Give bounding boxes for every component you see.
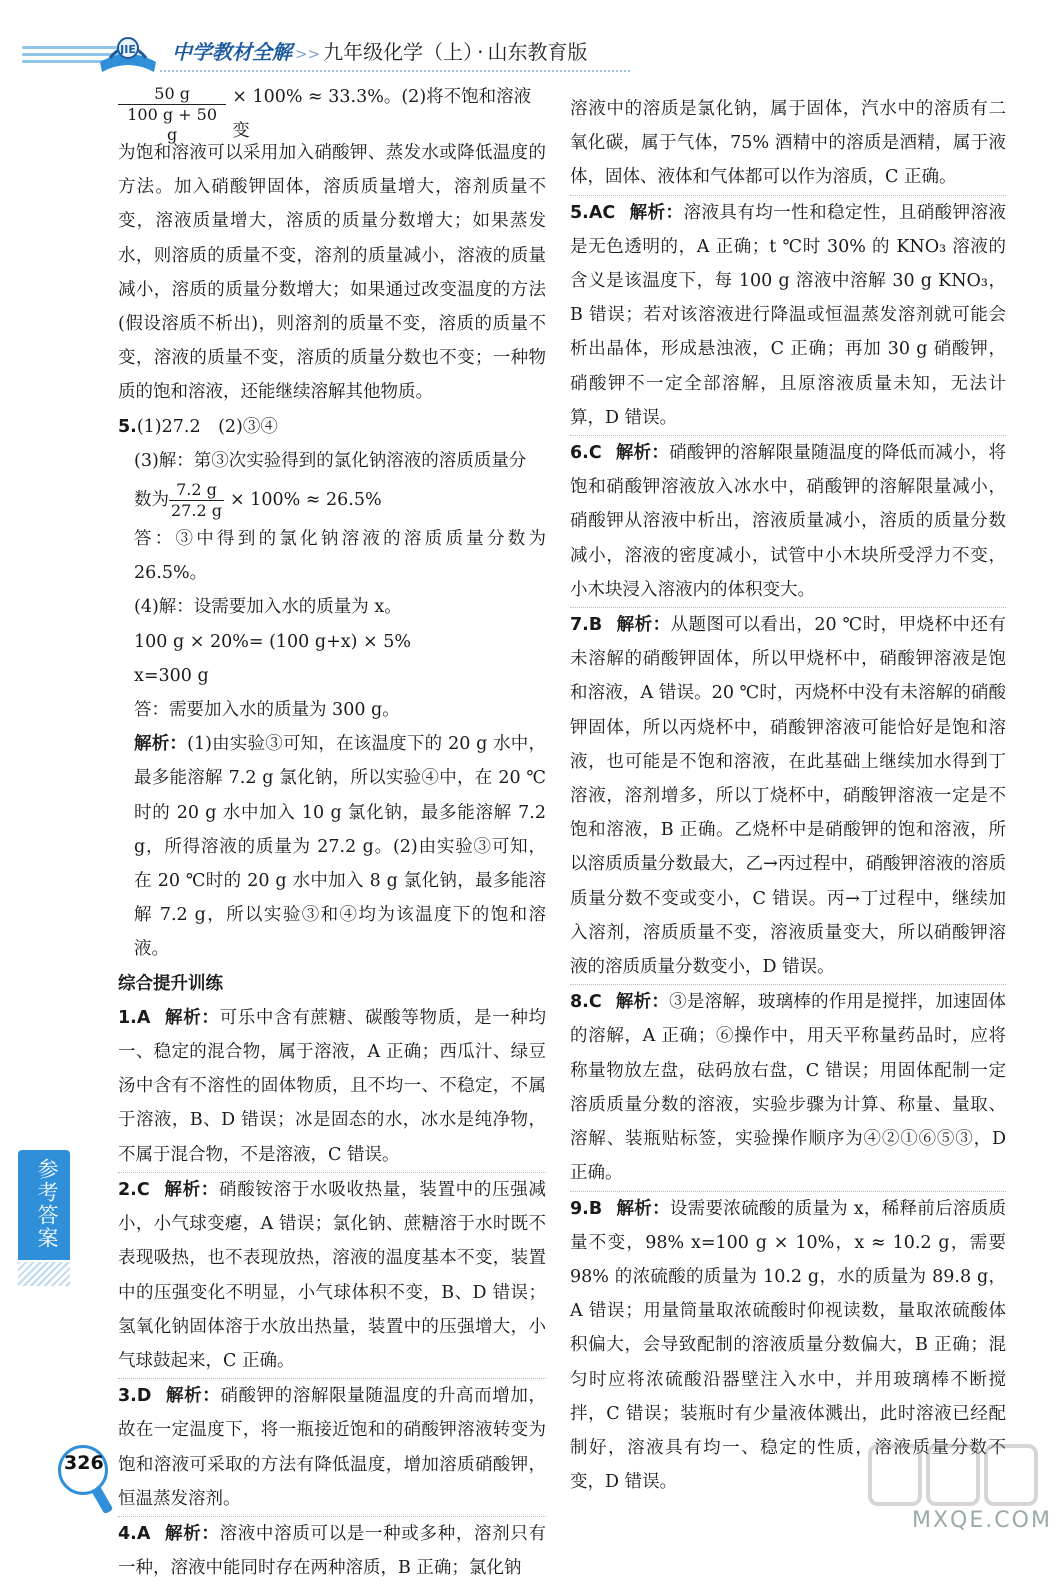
fraction-denominator: 100 g + 50 g <box>127 104 218 144</box>
q5-answer: (1)27.2 (2)③④ <box>136 416 278 437</box>
right-column <box>570 92 1006 1499</box>
side-tab-hatch <box>18 1262 70 1286</box>
question-number: 6. <box>570 443 589 464</box>
series-title: 中学教材全解 <box>172 40 292 64</box>
question-number: 2. <box>118 1179 137 1200</box>
question-number: 7. <box>570 615 589 636</box>
analysis-text: 从题图可以看出，20 ℃时，甲烧杯中还有未溶解的硝酸钾固体，所以甲烧杯中，硝酸钾溶液是饱和溶液，A 错误。20 ℃时，丙烧杯中没有未溶解的硝酸钾固体，所以丙烧杯中，硝酸钾溶液可能恰好是饱和溶液，也可能是不饱和溶液，在此基础上继续加水得到丁溶液，溶剂增多，所以丁烧杯中，硝酸钾溶液一定是不饱和溶液，B 正确。乙烧杯中是硝酸钾的饱和溶液，所以溶质质量分数最大，乙→丙过程中，硝酸钾溶液的溶质质量分数不变或变小，C 错误。丙→丁过程中，继续加入溶剂，溶质质量不变，溶液质量变大，所以硝酸钾溶液的溶质质量分数变小，D 错误。 <box>570 615 1007 978</box>
question-number: 9. <box>570 1198 589 1219</box>
question-number: 4. <box>118 1523 137 1544</box>
analysis-label: 解析： <box>615 443 670 464</box>
continued-text: 溶液中的溶质是氯化钠，属于固体，汽水中的溶质有二氧化碳，属于气体，75% 酒精中的溶质是酒精，属于液体，固体、液体和气体都可以作为溶质，C 正确。 <box>570 99 1006 188</box>
section-title: 综合提升训练 <box>118 973 223 994</box>
q5-head <box>118 410 546 444</box>
answer-letter: C <box>136 1179 150 1200</box>
analysis-label: 解析： <box>163 1179 219 1200</box>
analysis-text: 硝酸钾的溶解限量随温度的升高而增加，故在一定温度下，将一瓶接近饱和的硝酸钾溶液转变为饱和溶液可采取的方法有降低温度，增加溶质硝酸钾，恒温蒸发溶剂。 <box>118 1386 547 1509</box>
fraction-numerator: 7.2 g <box>169 480 224 501</box>
dot-separator: · <box>477 40 484 64</box>
analysis-text: 硝酸钾的溶解限量随温度的降低而减小，将饱和硝酸钾溶液放入冰水中，硝酸钾的溶解限量减小，硝酸钾从溶液中析出，溶液质量减小，溶质的质量分数减小，溶液的密度减小，试管中小木块所受浮力不变，小木块浸入溶液内的体积变大。 <box>570 443 1006 600</box>
book-subject: 九年级化学（上） <box>323 40 474 64</box>
watermark-text: MXQE.COM <box>912 1508 1052 1533</box>
answer-letter: C <box>588 443 602 464</box>
analysis-label: 解析： <box>616 615 671 636</box>
double-arrow-icon: >> <box>295 45 321 63</box>
question-number: 5. <box>118 416 137 437</box>
q5-equation: 100 g × 20%= (100 g+x) × 5% <box>134 631 411 652</box>
running-header <box>172 36 588 65</box>
list-item <box>118 1517 546 1585</box>
analysis-text: ③是溶解，玻璃棒的作用是搅拌，加速固体的溶解，A 正确；⑥操作中，用天平称量药品时，应将称量物放左盘，砝码放右盘，C 错误；用固体配制一定溶质质量分数的溶液，实验步骤为计算、称量、量取、溶解、装瓶贴标签，实验操作顺序为④②①⑥⑤③，D 正确。 <box>570 992 1006 1184</box>
list-item <box>570 985 1006 1190</box>
question-number: 5. <box>570 202 589 223</box>
analysis-label: 解析： <box>615 992 670 1013</box>
answer-paragraph: 为饱和溶液可以采用加入硝酸钾、蒸发水或降低温度的方法。加入硝酸钾固体，溶质质量增大，溶剂质量不变，溶液质量增大，溶质的质量分数增大；如果蒸发水，则溶质的质量不变，溶剂的质量减小，溶液的质量减小，溶质的质量分数增大；如果通过改变温度的方法(假设溶质不析出)，则溶剂的质量不变，溶质的质量不变，溶液的质量不变，溶质的质量分数也不变；一种物质的饱和溶液，还能继续溶解其他物质。 <box>118 143 546 403</box>
answer-letter: A <box>136 1523 151 1544</box>
answer-letter: D <box>136 1386 152 1407</box>
analysis-label: 解析： <box>164 1007 220 1028</box>
analysis-label: 解析： <box>629 202 684 223</box>
question-number: 3. <box>118 1386 137 1407</box>
q5-part3: (3)解：第③次实验得到的氯化钠溶液的溶质质量分 <box>134 450 527 471</box>
analysis-text: 可乐中含有蔗糖、碳酸等物质，是一种均一、稳定的混合物，属于溶液，A 正确；西瓜汁、绿豆汤中含有不溶性的固体物质，且不均一、不稳定，不属于溶液，B、D 错误；冰是固态的水，冰水是纯净物，不属于混合物，不是溶液，C 错误。 <box>118 1007 547 1165</box>
list-item <box>570 196 1006 435</box>
analysis-label: 解析： <box>165 1386 221 1407</box>
analysis-text: 硝酸铵溶于水吸收热量，装置中的压强减小，小气球变瘪，A 错误；氯化钠、蔗糖溶于水时既不表现吸热，也不表现放热，溶液的温度基本不变，装置中的压强变化不明显，小气球体积不变，B、D 错误；氢氧化钠固体溶于水放出热量，装置中的压强增大，小气球鼓起来，C 正确。 <box>118 1179 547 1371</box>
q5-part4: (4)解：设需要加入水的质量为 x。 <box>134 597 402 618</box>
book-edition: 山东教育版 <box>487 40 588 64</box>
fraction-line-2 <box>118 478 546 522</box>
analysis-text: 溶液具有均一性和稳定性，且硝酸钾溶液是无色透明的，A 正确；t ℃时 30% 的 KNO₃ 溶液的含义是该温度下，每 100 g 溶液中溶解 30 g KNO₃，B 错误；若对该溶液进行降温或恒温蒸发溶剂就可能会析出晶体，形成悬浊液，C 正确；再加 30 g 硝酸钾，硝酸钾不一定全部溶解，且原溶液质量未知，无法计算，D 错误。 <box>570 202 1007 428</box>
book-logo-icon <box>96 28 160 78</box>
list-item <box>118 1173 546 1378</box>
q5-answer-1: 答：③中得到的氯化钠溶液的溶质质量分数为26.5%。 <box>134 529 546 584</box>
q5-solution: x=300 g <box>134 665 209 686</box>
analysis-label: 解析： <box>134 734 188 755</box>
fraction-prefix: 数为 <box>134 489 169 510</box>
fraction-2 <box>169 480 224 521</box>
list-item <box>118 1001 546 1172</box>
analysis-label: 解析： <box>616 1198 670 1219</box>
fraction-line-1 <box>118 83 546 144</box>
answer-letter: A <box>136 1007 151 1028</box>
header-rule <box>160 70 630 73</box>
fraction-denominator: 27.2 g <box>171 500 222 520</box>
section-side-tab <box>18 1150 70 1260</box>
answer-letter: C <box>588 992 602 1013</box>
answer-letter: B <box>588 615 603 636</box>
fraction-numerator: 50 g <box>118 84 226 105</box>
q5-analysis <box>118 727 546 966</box>
left-column <box>118 83 547 1585</box>
analysis-text: 溶液中溶质可以是一种或多种，溶剂只有一种，溶液中能同时存在两种溶质，B 正确；氯化钠 <box>118 1523 547 1579</box>
analysis-text: 设需要浓硫酸的质量为 x，稀释前后溶质质量不变，98% x=100 g × 10%，x ≈ 10.2 g，需要 98% 的浓硫酸的质量为 10.2 g，水的质量为 89.8 g，A 错误；用量筒量取浓硫酸时仰视读数，量取浓硫酸体积偏大，会导致配制的溶液质量分数偏大，B 正确；混匀时应将浓硫酸沿器壁注入水中，并用玻璃棒不断搅拌，C 错误；装瓶时有少量液体溅出，此时溶液已经配制好，溶液具有均一、稳定的性质，溶液质量分数不变，D 错误。 <box>570 1198 1006 1493</box>
logo-text: JIE <box>120 43 136 56</box>
question-number: 8. <box>570 992 589 1013</box>
answer-letter: B <box>588 1198 603 1219</box>
analysis-text: (1)由实验③可知，在该温度下的 20 g 水中，最多能溶解 7.2 g 氯化钠，所以实验④中，在 20 ℃时的 20 g 水中加入 10 g 氯化钠，最多能溶解 7.2 g，所得溶液的质量为 27.2 g。(2)由实验③可知，在 20 ℃时的 20 g 水中加入 8 g 氯化钠，最多能溶解 7.2 g，所以实验③和④均为该温度下的饱和溶液。 <box>134 734 546 960</box>
analysis-label: 解析： <box>164 1523 220 1544</box>
fraction-tail: × 100% ≈ 33.3%。(2)将不饱和溶液变 <box>232 86 532 141</box>
list-item <box>570 436 1006 607</box>
page-number: 326 <box>64 1452 104 1474</box>
list-item <box>570 608 1006 984</box>
q5-answer-2: 答：需要加入水的质量为 300 g。 <box>134 700 400 721</box>
side-tab-label: 参考答案 <box>35 1158 59 1250</box>
question-number: 1. <box>118 1007 137 1028</box>
answer-letter: AC <box>588 202 616 223</box>
list-item <box>118 1379 546 1516</box>
fraction-tail: × 100% ≈ 26.5% <box>229 489 382 510</box>
